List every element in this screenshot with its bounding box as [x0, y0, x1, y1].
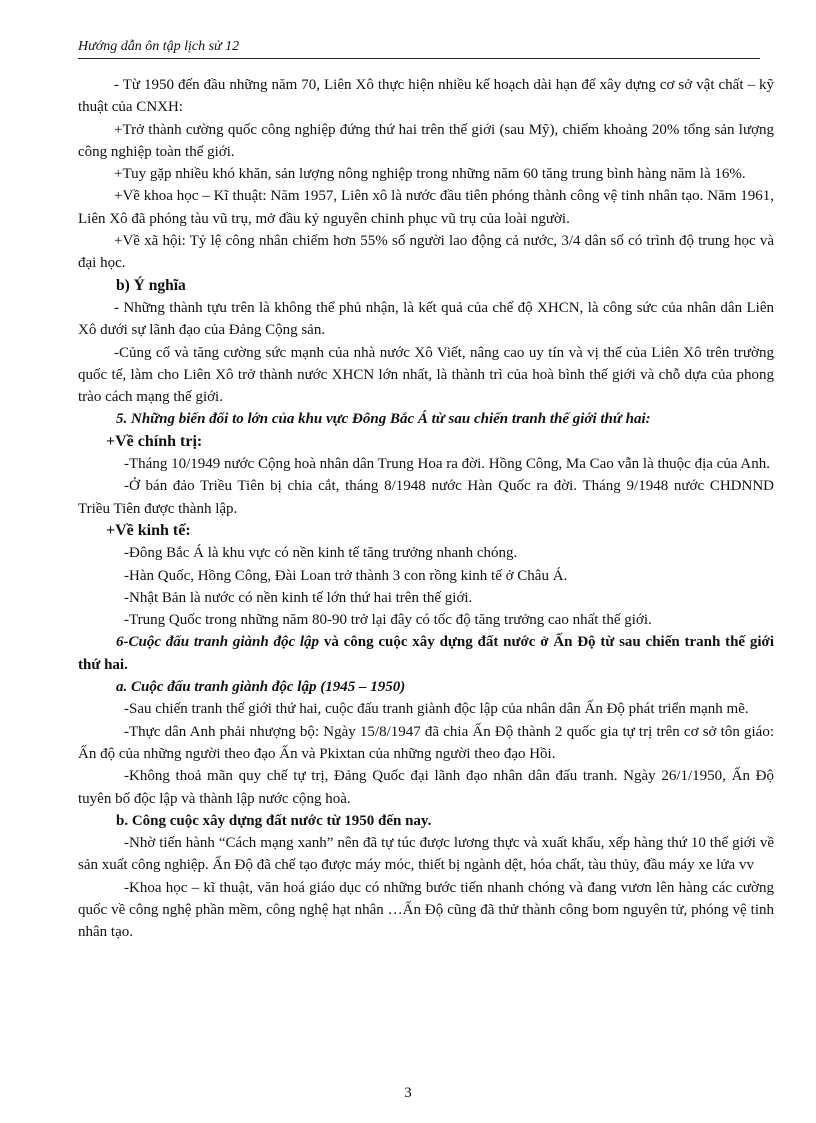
paragraph: -Ở bán đảo Triều Tiên bị chia cắt, tháng 8/1948 nước Hàn Quốc ra đời. Tháng 9/1948 nước CHDNND Triều Tiên được thành lập. — [78, 478, 774, 517]
subheading-b: b. Công cuộc xây dựng đất nước từ 1950 đến nay. — [116, 812, 432, 829]
section-heading-6-part-2: và công cuộc xây dựng đất nước ở Ấn Độ từ sau chiến tranh thế giới thứ hai. — [78, 634, 774, 673]
header-title: Hướng dẫn ôn tập lịch sử 12 — [78, 39, 240, 54]
paragraph: -Củng cố và tăng cường sức mạnh của nhà nước Xô Viết, nâng cao uy tín và vị thế của Liên Xô trên trường quốc tế, làm cho Liên Xô trở thành nước XHCN lớn nhất, là thành trì của hoà bình thế giới và chỗ dựa của phong trào cách mạng thế giới. — [78, 344, 774, 406]
paragraph: -Hàn Quốc, Hồng Công, Đài Loan trở thành 3 con rồng kinh tế ở Châu Á. — [124, 567, 568, 584]
document-body — [78, 74, 774, 944]
paragraph: - Những thành tựu trên là không thể phủ nhận, là kết quả của chế độ XHCN, là công sức của nhân dân Liên Xô dưới sự lãnh đạo của Đảng Cộng sản. — [78, 299, 774, 339]
paragraph: -Nhờ tiến hành “Cách mạng xanh” nên đã tự túc được lương thực và xuất khẩu, xếp hàng thứ 10 thế giới về sản xuất công nghiệp. Ấn Độ đã chế tạo được máy móc, thiết bị ngành dệt, hóa chất, tàu thủy, đầu máy xe lửa vv — [78, 835, 774, 874]
paragraph: -Tháng 10/1949 nước Cộng hoà nhân dân Trung Hoa ra đời. Hồng Công, Ma Cao vẫn là thuộc địa của Anh. — [124, 456, 770, 473]
subheading-a: a. Cuộc đấu tranh giành độc lập (1945 – 1950) — [116, 679, 406, 696]
paragraph: -Khoa học – kĩ thuật, văn hoá giáo dục có những bước tiến nhanh chóng và đang vươn lên hàng các cường quốc về công nghệ phần mềm, công nghệ hạt nhân …Ấn Độ cũng đã thử thành công bom nguyên tử, phóng vệ tinh nhân tạo. — [78, 879, 774, 941]
section-heading-5: 5. Những biến đổi to lớn của khu vực Đông Bắc Á từ sau chiến tranh thế giới thứ hai: — [116, 411, 651, 428]
paragraph: -Sau chiến tranh thế giới thứ hai, cuộc đấu tranh giành độc lập của nhân dân Ấn Độ phát triển mạnh mẽ. — [124, 701, 749, 718]
paragraph: -Trung Quốc trong những năm 80-90 trở lại đây có tốc độ tăng trưởng cao nhất thế giới. — [124, 612, 652, 629]
paragraph: +Trở thành cường quốc công nghiệp đứng thứ hai trên thế giới (sau Mỹ), chiếm khoảng 20% tổng sản lượng công nghiệp toàn thế giới. — [78, 121, 774, 160]
section-heading-6-part-1: 6-Cuộc đấu tranh giành độc lập — [116, 634, 320, 651]
section-heading-6 — [78, 631, 774, 676]
subheading-chinh-tri: +Về chính trị: — [106, 432, 203, 450]
paragraph: -Nhật Bản là nước có nền kinh tế lớn thứ hai trên thế giới. — [124, 589, 473, 606]
subheading-kinh-te: +Về kinh tế: — [106, 521, 191, 539]
paragraph: -Đông Bắc Á là khu vực có nền kinh tế tăng trưởng nhanh chóng. — [124, 545, 518, 562]
page-header — [78, 36, 760, 59]
paragraph: -Thực dân Anh phải nhượng bộ: Ngày 15/8/1947 đã chia Ấn Độ thành 2 quốc gia tự trị trên cơ sở tôn giáo: Ấn độ của những người theo đạo Ấn và Pkixtan của những người theo đạo Hồi. — [78, 723, 774, 762]
paragraph: +Về xã hội: Tỷ lệ công nhân chiếm hơn 55% số người lao động cả nước, 3/4 dân số có trình độ trung học và đại học. — [78, 233, 774, 272]
paragraph: -Không thoả mãn quy chế tự trị, Đảng Quốc đại lãnh đạo nhân dân đấu tranh. Ngày 26/1/1950, Ấn Độ tuyên bố độc lập và thành lập nước cộng hoà. — [78, 768, 774, 807]
paragraph: - Từ 1950 đến đầu những năm 70, Liên Xô thực hiện nhiều kế hoạch dài hạn để xây dựng cơ sở vật chất – kỹ thuật của CNXH: — [78, 77, 774, 116]
paragraph: +Tuy gặp nhiều khó khăn, sản lượng nông nghiệp trong những năm 60 tăng trung bình hàng năm là 16%. — [114, 166, 746, 183]
page-number: 3 — [404, 1085, 412, 1101]
subheading-y-nghia: b) Ý nghĩa — [116, 276, 186, 294]
paragraph: +Về khoa học – Kĩ thuật: Năm 1957, Liên xô là nước đầu tiên phóng thành công vệ tinh nhân tạo. Năm 1961, Liên Xô đã phóng tàu vũ trụ, mở đầu kỷ nguyên chinh phục vũ trụ của loài người. — [78, 188, 774, 227]
